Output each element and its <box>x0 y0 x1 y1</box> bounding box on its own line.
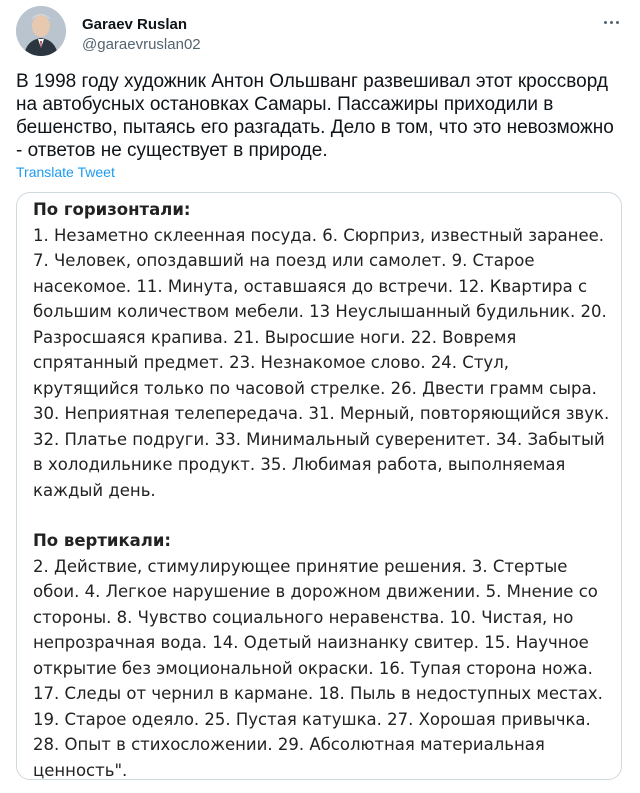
vertical-title: По вертикали: <box>33 531 172 550</box>
tweet-text: В 1998 году художник Антон Ольшванг развешивал этот кроссворд на автобусных остановках Самары. Пассажиры приходили в бешенство, пытаясь его разгадать. Дело в том, что это невозможно - ответов не существует в природе. <box>16 71 614 161</box>
author-name[interactable]: Garaev Ruslan <box>82 16 188 33</box>
author-handle[interactable]: @garaevruslan02 <box>82 36 201 53</box>
tweet-header <box>16 6 624 56</box>
more-options-icon[interactable] <box>600 12 622 32</box>
tweet-image[interactable] <box>16 192 622 780</box>
avatar[interactable] <box>16 6 66 56</box>
user-avatar-icon <box>16 6 66 56</box>
crossword-clues <box>33 197 611 780</box>
horizontal-title: По горизонтали: <box>33 200 191 219</box>
vertical-clues: 2. Действие, стимулирующее принятие решения. 3. Стертые обои. 4. Легкое нарушение в дорожном движении. 5. Мнение со стороны. 8. Чувство социального неравенства. 10. Чистая, но непрозрачная вода. 14. Одетый наизнанку свитер. 15. Научное открытие без эмоциональной окраски. 16. Тупая сторона ножа. 17. Следы от чернил в кармане. 18. Пыль в недоступных местах. 19. Старое одеяло. 25. Пустая катушка. 27. Хорошая привычка. 28. Опыт в стихосложении. 29. Абсолютная материальная ценность". <box>33 556 603 780</box>
horizontal-clues: 1. Незаметно склеенная посуда. 6. Сюрприз, известный заранее. 7. Человек, опоздавший на поезд или самолет. 9. Старое насекомое. 11. Минута, оставшаяся до встречи. 12. Квартира с большим количеством мебели. 13 Неуслышанный будильник. 20. Разросшаяся крапива. 21. Выросшие ноги. 22. Вовремя спрятанный предмет. 23. Незнакомое слово. 24. Стул, крутящийся только по часовой стрелке. 26. Двести грамм сыра. 30. Неприятная телепередача. 31. Мерный, повторяющийся звук. 32. Платье подруги. 33. Минимальный суверенитет. 34. Забытый в холодильнике продукт. 35. Любимая работа, выполняемая каждый день. <box>33 225 610 500</box>
translate-tweet-link[interactable]: Translate Tweet <box>16 164 115 180</box>
